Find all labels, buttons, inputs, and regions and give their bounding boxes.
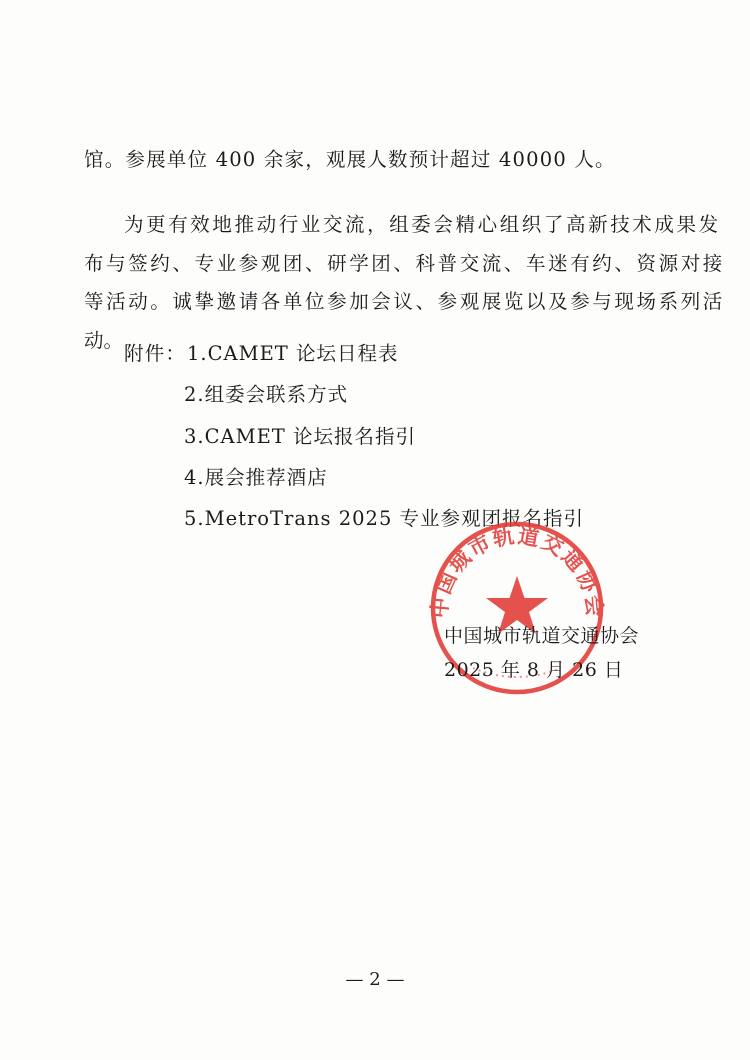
signature-organization: 中国城市轨道交通协会 xyxy=(444,625,640,647)
attachment-item-1: 1.CAMET 论坛日程表 xyxy=(187,342,399,365)
page-number: — 2 — xyxy=(345,969,405,990)
paragraph-continuation: 馆。参展单位 400 余家，观展人数预计超过 40000 人。 xyxy=(84,148,616,171)
attachments-label: 附件： xyxy=(124,342,187,365)
paragraph-activities xyxy=(84,206,725,360)
attachment-item-2: 2.组委会联系方式 xyxy=(184,383,349,406)
paragraph-line: 等活动。诚挚邀请各单位参加会议、参观展览以及参与现场系列活 xyxy=(84,290,725,313)
signature-date: 2025 年 8 月 26 日 xyxy=(444,659,624,681)
attachment-item-5: 5.MetroTrans 2025 专业参观团报名指引 xyxy=(184,507,585,530)
seal-arc-text: 中国城市轨道交通协会 xyxy=(427,523,607,620)
paragraph-line: 布与签约、专业参观团、研学团、科普交流、车迷有约、资源对接 xyxy=(84,251,725,275)
attachment-item-4: 4.展会推荐酒店 xyxy=(184,466,328,489)
paragraph-line: 为更有效地推动行业交流，组委会精心组织了高新技术成果发 xyxy=(124,213,721,236)
paragraph-line: 动。 xyxy=(84,328,124,352)
attachment-item-3: 3.CAMET 论坛报名指引 xyxy=(184,425,417,448)
